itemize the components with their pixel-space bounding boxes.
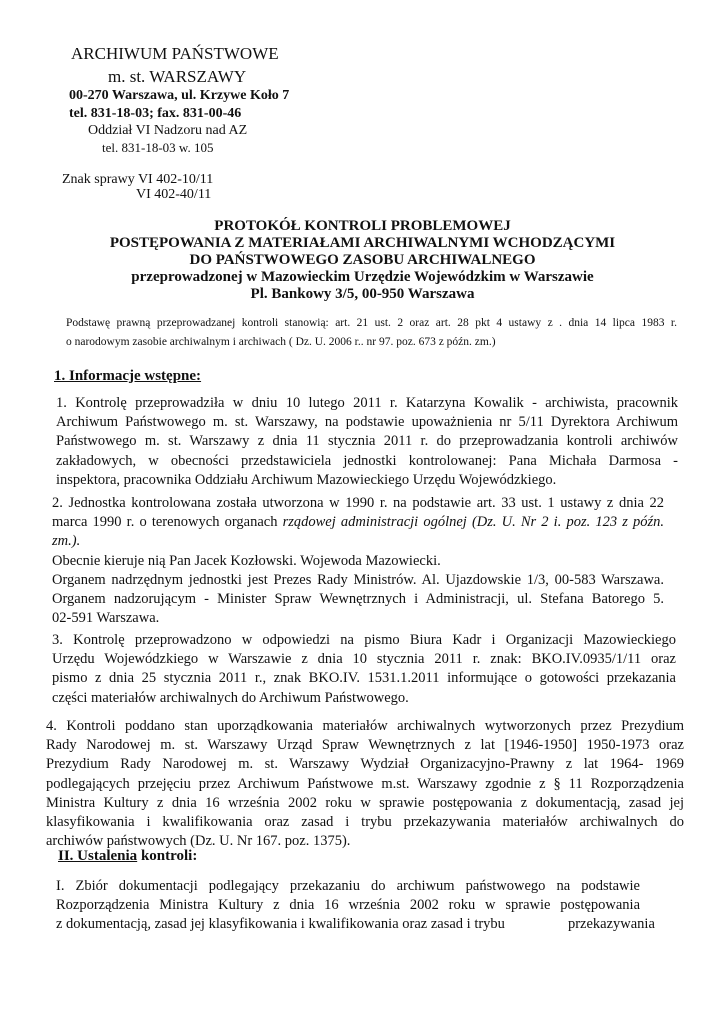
- paragraph-line: zm.).: [52, 533, 81, 550]
- paragraph-1: [56, 394, 678, 490]
- section-2-heading: [58, 848, 197, 865]
- case-number-1: Znak sprawy VI 402-10/11: [62, 172, 214, 187]
- paragraph-line: Państwowego m. st. Warszawy z dnia 11 stycznia 2011 r. do przeprowadzania kontroli archiwów: [56, 433, 678, 450]
- paragraph-line: Rozporządzenia Ministra Kultury z dnia 16 września 2002 roku w sprawie postępowania: [56, 897, 640, 914]
- title-line-1: PROTOKÓŁ KONTROLI PROBLEMOWEJ: [214, 218, 511, 234]
- archive-phone: tel. 831-18-03; fax. 831-00-46: [69, 106, 242, 121]
- paragraph-line-segment: z dokumentacją, zasad jej klasyfikowania i kwalifikowania oraz zasad i trybu: [56, 916, 505, 933]
- paragraph-line-segment-italic: rządowej administracji ogólnej (Dz. U. Nr 2 i. poz. 123 z późn.: [282, 514, 665, 531]
- section-2-heading-underlined: II. Ustalenia: [58, 848, 138, 864]
- title-line-4: przeprowadzonej w Mazowieckim Urzędzie Wojewódzkim w Warszawie: [131, 269, 594, 285]
- paragraph-line: zakładowych, w obecności przedstawiciela jednostki kontrolowanej: Pana Michała Darmosa -: [56, 452, 678, 469]
- paragraph-line: 3. Kontrolę przeprowadzono w odpowiedzi na pismo Biura Kadr i Organizacji Mazowieckiego: [52, 632, 676, 648]
- paragraph-line: Organem nadrzędnym jednostki jest Prezes Rady Ministrów. Al. Ujazdowskie 1/3, 00-583 Warszawa.: [52, 571, 664, 588]
- paragraph-line: Archiwum Państwowego m. st. Warszawy, na podstawie upoważnienia nr 5/11 Dyrektora Archiwum: [56, 414, 678, 431]
- case-number-2: VI 402-40/11: [136, 187, 212, 202]
- paragraph-line: 1. Kontrolę przeprowadziła w dniu 10 lutego 2011 r. Katarzyna Kowalik - archiwista, pracownik: [56, 395, 678, 411]
- paragraph-line: [56, 915, 655, 934]
- paragraph-line-segment: przekazywania: [567, 916, 655, 933]
- paragraph-line: Prezydium Rady Narodowej m. st. Warszawy Wydział Organizacyjno-Prawny z lat 1964- 1969: [46, 756, 684, 773]
- archive-address: 00-270 Warszawa, ul. Krzywe Koło 7: [69, 88, 290, 103]
- paragraph-line: pismo z dnia 25 stycznia 2011 r., znak BKO.IV. 1531.1.2011 informujące o gotowości przekazania: [52, 670, 676, 687]
- paragraph-line: 4. Kontroli poddano stan uporządkowania materiałów archiwalnych wytworzonych przez Prezydium: [46, 718, 684, 734]
- title-line-2: POSTĘPOWANIA Z MATERIAŁAMI ARCHIWALNYMI WCHODZĄCYMI: [109, 235, 616, 251]
- paragraph-line: archiwów państwowych (Dz. U. Nr 167. poz. 1375).: [46, 833, 351, 850]
- paragraph-line: 02-591 Warszawa.: [52, 610, 160, 627]
- legal-basis-line: o narodowym zasobie archiwalnym i archiwach ( Dz. U. 2006 r.. nr 97. poz. 673 z późn. zm.): [66, 336, 496, 348]
- paragraph-line: Organem nadzorującym - Minister Spraw Wewnętrznych i Administracji, ul. Stefana Batorego 5.: [52, 591, 664, 608]
- paragraph-4: [46, 717, 684, 851]
- paragraph-line: inspektora, pracownika Oddziału Archiwum Mazowieckiego Urzędu Wojewódzkiego.: [56, 471, 557, 488]
- section-1-heading: 1. Informacje wstępne:: [54, 368, 202, 384]
- paragraph-line-segment: marca 1990 r. o terenowych organach: [52, 514, 278, 531]
- archive-name-line1: ARCHIWUM PAŃSTWOWE: [71, 44, 279, 63]
- paragraph-line: [52, 513, 664, 532]
- archive-name-line2: m. st. WARSZAWY: [108, 67, 247, 86]
- paragraph-line: podlegających przejęciu przez Archiwum Państwowe m.st. Warszawy zgodnie z § 11 Rozporządzenia: [46, 775, 684, 792]
- paragraph-line: I. Zbiór dokumentacji podlegający przekazaniu do archiwum państwowego na podstawie: [56, 878, 640, 894]
- legal-basis: [66, 314, 677, 352]
- archive-branch: Oddział VI Nadzoru nad AZ: [88, 123, 248, 138]
- paragraph-line: Obecnie kieruje nią Pan Jacek Kozłowski. Wojewoda Mazowiecki.: [52, 552, 441, 569]
- paragraph-2: [52, 494, 664, 628]
- paragraph-line: klasyfikowania i kwalifikowania oraz zasad i trybu przekazywania materiałów archiwalnych do: [46, 814, 684, 831]
- title-line-3: DO PAŃSTWOWEGO ZASOBU ARCHIWALNEGO: [189, 252, 536, 268]
- paragraph-line: 2. Jednostka kontrolowana została utworzona w 1990 r. na podstawie art. 33 ust. 1 ustawy z dnia 22: [52, 495, 664, 511]
- section-2-paragraph: [56, 877, 655, 935]
- paragraph-line: części materiałów archiwalnych do Archiwum Państwowego.: [52, 689, 409, 706]
- title-line-5: Pl. Bankowy 3/5, 00-950 Warszawa: [250, 286, 475, 302]
- legal-basis-line: Podstawę prawną przeprowadzanej kontroli stanowią: art. 21 ust. 2 oraz art. 28 pkt 4 ustawy z . dnia 14 lipca 1983 r.: [66, 317, 677, 329]
- paragraph-line: Ministra Kultury z dnia 16 września 2002 roku w sprawie postępowania z dokumentacją, zasad jej: [46, 794, 684, 811]
- paragraph-3: [52, 631, 676, 708]
- section-2-heading-rest: kontroli:: [140, 848, 198, 864]
- paragraph-line: Urzędu Wojewódzkiego w Warszawie z dnia 10 stycznia 2011 r. znak: BKO.IV.0935/1/11 oraz: [52, 651, 676, 668]
- paragraph-line: Rady Narodowej m. st. Warszawy Urząd Spraw Wewnętrznych z lat [1946-1950] 1950-1973 oraz: [46, 737, 684, 754]
- archive-branch-phone: tel. 831-18-03 w. 105: [102, 140, 214, 155]
